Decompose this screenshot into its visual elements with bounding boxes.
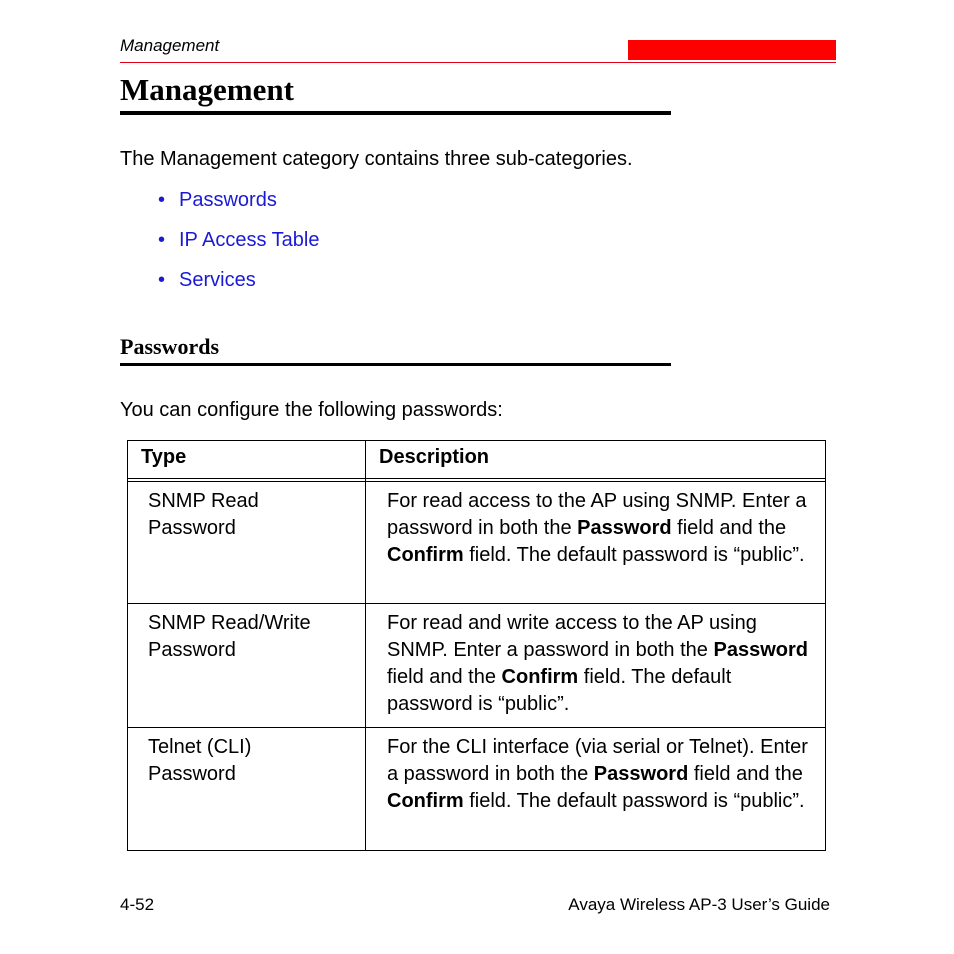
cell-description — [387, 610, 817, 718]
field-name: Password — [713, 639, 808, 661]
text-run: field. The default password is “public”. — [463, 790, 805, 812]
section-heading: Passwords — [120, 334, 220, 359]
subcategory-list — [158, 186, 319, 306]
cell-type — [148, 610, 348, 664]
page-title: Management — [120, 72, 294, 107]
type-line: Password — [148, 763, 236, 785]
list-item — [158, 266, 319, 306]
table-row — [128, 728, 825, 850]
list-item — [158, 186, 319, 226]
text-run: For read access to the AP using SNMP. Enter a password in both the — [387, 490, 807, 539]
text-run: field. The default password is “public”. — [463, 544, 805, 566]
cell-type — [148, 734, 348, 788]
header-rule — [120, 62, 836, 63]
link-services[interactable]: Services — [179, 269, 256, 291]
type-line: Password — [148, 639, 236, 661]
header-description: Description — [379, 446, 490, 468]
text-run: field. The default password is “public”. — [387, 666, 732, 715]
header-type: Type — [141, 446, 187, 468]
type-line: SNMP Read — [148, 490, 259, 512]
header-accent-bar — [628, 40, 836, 60]
text-run: For read and write access to the AP using SNMP. Enter a password in both the — [387, 612, 757, 661]
type-line: Telnet (CLI) — [148, 736, 252, 758]
running-header: Management — [120, 36, 220, 55]
field-name: Confirm — [387, 544, 464, 566]
type-line: SNMP Read/Write — [148, 612, 311, 634]
footer-page-number: 4-52 — [120, 895, 155, 914]
passwords-table — [127, 440, 826, 851]
section-intro: You can configure the following passwords: — [120, 399, 503, 421]
link-ip-access-table[interactable]: IP Access Table — [179, 229, 320, 251]
cell-description — [387, 734, 817, 815]
list-item — [158, 226, 319, 266]
footer-guide-title: Avaya Wireless AP-3 User’s Guide — [568, 895, 830, 914]
text-run: field and the — [671, 517, 787, 539]
field-name: Password — [593, 763, 689, 785]
bullet: • — [158, 269, 166, 291]
bullet: • — [158, 189, 166, 211]
text-run: field and the — [387, 666, 502, 688]
type-line: Password — [148, 517, 236, 539]
title-rule — [120, 111, 671, 115]
table-header-row — [128, 441, 825, 479]
cell-description — [387, 488, 817, 569]
text-run: For the CLI interface (via serial or Telnet). Enter a password in both the — [387, 736, 808, 785]
table-row — [128, 604, 825, 728]
intro-text: The Management category contains three sub-categories. — [120, 148, 633, 170]
link-passwords[interactable]: Passwords — [179, 189, 277, 211]
table-row — [128, 482, 825, 604]
field-name: Confirm — [387, 790, 464, 812]
text-run: field and the — [688, 763, 803, 785]
field-name: Password — [577, 517, 672, 539]
cell-type — [148, 488, 348, 542]
bullet: • — [158, 229, 166, 251]
section-rule — [120, 363, 671, 366]
field-name: Confirm — [501, 666, 579, 688]
